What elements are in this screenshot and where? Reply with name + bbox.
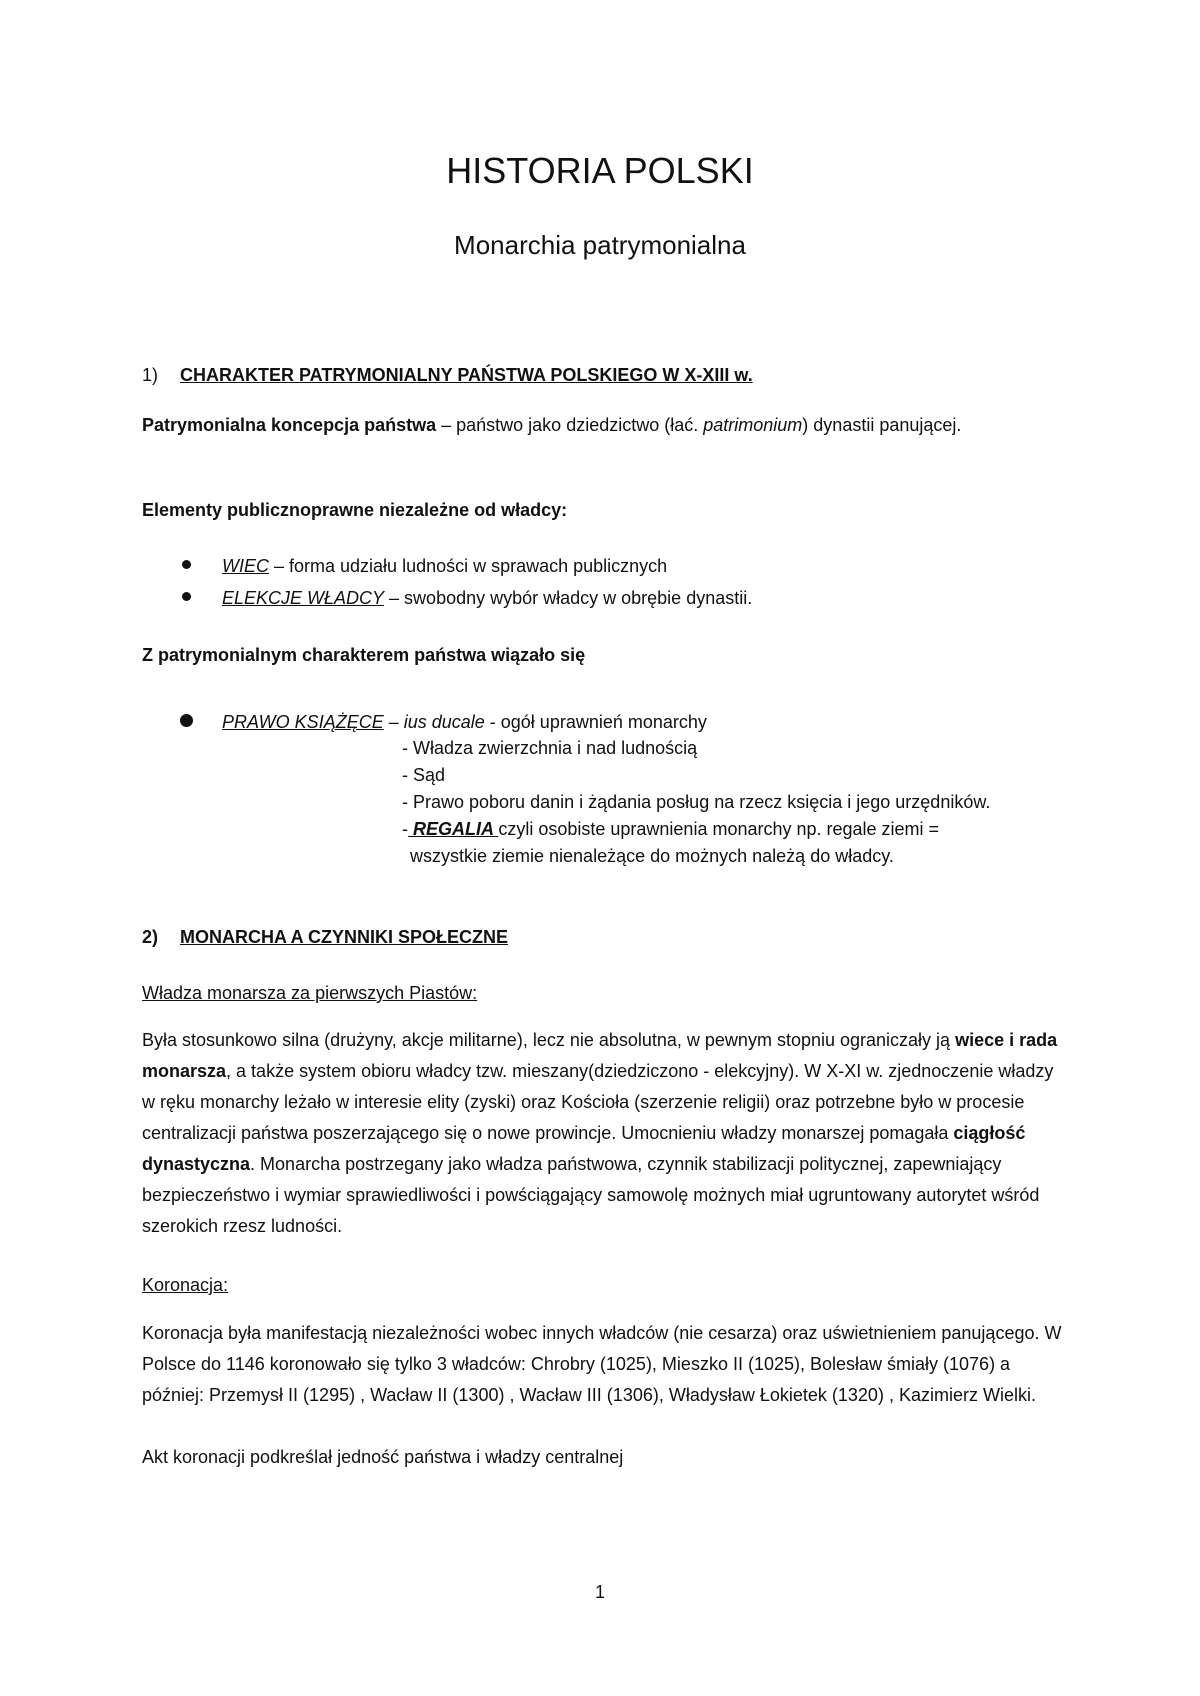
regalia-term: REGALIA bbox=[408, 819, 499, 839]
prawo-term: PRAWO KSIĄŻĘCE bbox=[222, 712, 384, 732]
document-title: HISTORIA POLSKI bbox=[446, 150, 754, 191]
sub-item: - Władza zwierzchnia i nad ludnością bbox=[402, 738, 698, 758]
para-text: . Monarcha postrzegany jako władza państwowa, czynnik stabilizacji politycznej, zapewniający bezpieczeństwo i wymiar sprawiedliwości i powściągający samowolę możnych miał ugruntowany autorytet wśród szerokich rzesz ludności. bbox=[142, 1154, 1040, 1236]
definition-text-end: ) dynastii panującej. bbox=[802, 415, 962, 435]
regalia-continuation: wszystkie ziemie nienależące do możnych należą do władcy. bbox=[410, 846, 894, 866]
link-heading: Z patrymonialnym charakterem państwa wiązało się bbox=[142, 645, 586, 665]
document-subtitle: Monarchia patrymonialna bbox=[454, 230, 746, 260]
bullet-term: ELEKCJE WŁADCY bbox=[222, 588, 385, 608]
para-text: , a także system obioru władcy tzw. mieszany(dziedziczono - elekcyjny). W X-XI w. zjednoczenie władzy w ręku monarchy leżało w interesie elity (zyski) oraz Kościoła (szerzenie religii) oraz potrzebne było w procesie centralizacji państwa poszerzającego się o nowe prowincje. Umocnieniu władzy monarszej pomagała bbox=[142, 1061, 1054, 1143]
prawo-text: - ogół uprawnień monarchy bbox=[484, 712, 707, 732]
sub-item: - Sąd bbox=[402, 765, 446, 785]
page-number: 1 bbox=[594, 1582, 605, 1602]
definition-latin: patrimonium bbox=[703, 415, 803, 435]
bullet-text: – swobodny wybór władcy w obrębie dynastii. bbox=[384, 588, 753, 608]
para-bold: ciągłość dynastyczna bbox=[142, 1123, 1026, 1174]
section-1-heading bbox=[142, 360, 1062, 391]
subsection-heading: Władza monarsza za pierwszych Piastów: bbox=[142, 983, 478, 1003]
definition-term: Patrymonialna koncepcja państwa bbox=[142, 415, 437, 435]
regalia-text: czyli osobiste uprawnienia monarchy np. regale ziemi = bbox=[498, 819, 940, 839]
section-number: 1) bbox=[142, 365, 159, 385]
definition-paragraph bbox=[142, 410, 982, 441]
subsection-heading: Koronacja: bbox=[142, 1275, 229, 1295]
regalia-line bbox=[402, 815, 1102, 843]
elements-heading: Elementy publicznoprawne niezależne od władcy: bbox=[142, 500, 568, 520]
sub-item: - Prawo poboru danin i żądania posług na rzecz księcia i jego urzędników. bbox=[402, 792, 991, 812]
paragraph-koronacja: Koronacja była manifestacją niezależności wobec innych władców (nie cesarza) oraz uświetnieniem panującego. W Polsce do 1146 koronowało się tylko 3 władców: Chrobry (1025), Mieszko II (1025), Bolesław śmiały (1076) a później: Przemysł II (1295) , Wacław II (1300) , Wacław III (1306), Władysław Łokietek (1320) , Kazimierz Wielki. bbox=[142, 1323, 1062, 1405]
bullet-icon bbox=[180, 714, 193, 727]
prawo-dash: – bbox=[383, 712, 404, 732]
paragraph-akt: Akt koronacji podkreślał jedność państwa i władzy centralnej bbox=[142, 1447, 624, 1467]
section-title: MONARCHA A CZYNNIKI SPOŁECZNE bbox=[180, 927, 509, 947]
section-number: 2) bbox=[142, 927, 159, 947]
bullet-text: – forma udziału ludności w sprawach publicznych bbox=[269, 556, 668, 576]
regalia-prefix: - bbox=[402, 819, 408, 839]
bullet-icon bbox=[182, 592, 191, 601]
bullet-icon bbox=[182, 560, 191, 569]
section-title: CHARAKTER PATRYMONIALNY PAŃSTWA POLSKIEGO W X-XIII w. bbox=[180, 365, 753, 385]
bullet-term: WIEC bbox=[222, 556, 269, 576]
section-2-heading bbox=[142, 922, 1062, 953]
prawo-latin: ius ducale bbox=[403, 712, 485, 732]
para-text: Była stosunkowo silna (drużyny, akcje militarne), lecz nie absolutna, w pewnym stopniu ograniczały ją bbox=[142, 1030, 951, 1050]
paragraph-wladza bbox=[142, 1025, 1062, 1242]
definition-text: – państwo jako dziedzictwo (łać. bbox=[436, 415, 704, 435]
para-bold: wiece i rada monarsza bbox=[142, 1030, 1058, 1081]
